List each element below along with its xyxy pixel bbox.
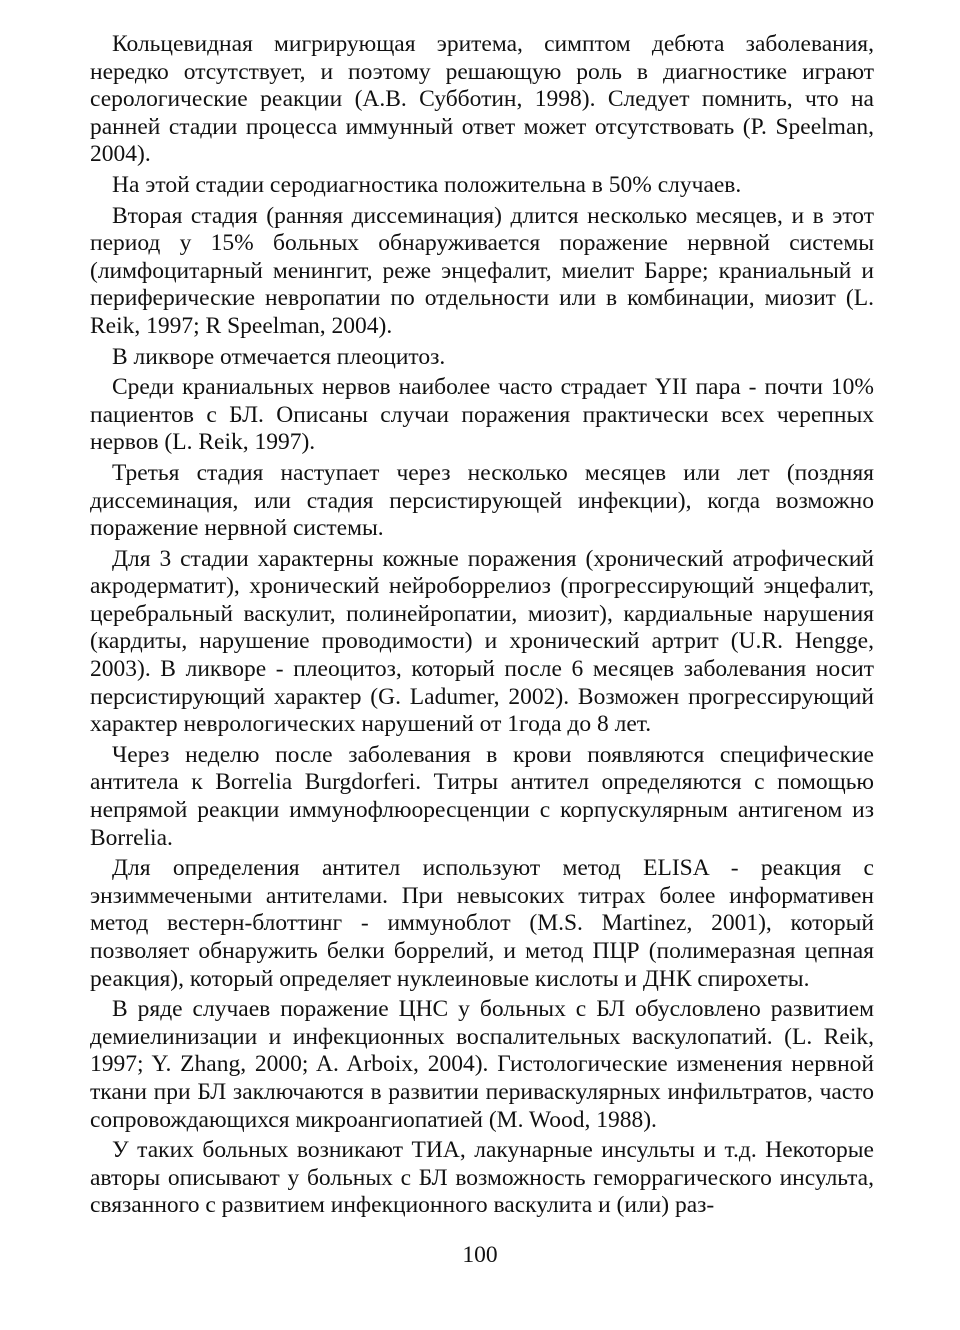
paragraph-elisa-methods: Для определения антител используют метод ELISA - реакция с энзиммечеными антителами. При невысоких титрах более информативен метод вестерн-блоттинг - иммуноблот (M.S. Martinez, 2001), который позволяет обнаружить белки боррелий, и метод ПЦР (полимеразная цепная реакция), который определяет нуклеиновые кислоты и ДНК спирохеты. (90, 855, 874, 992)
paragraph-erythema: Кольцевидная мигрирующая эритема, симптом дебюта заболевания, нередко отсутствует, и поэтому решающую роль в диагностике играют серологические реакции (А.В. Субботин, 1998). Следует помнить, что на ранней стадии процесса иммунный ответ может отсутствовать (P. Speelman, 2004). (90, 31, 874, 168)
paragraph-second-stage: Вторая стадия (ранняя диссеминация) длится несколько месяцев, и в этот период у 15% больных обнаруживается поражение нервной системы (лимфоцитарный менингит, реже энцефалит, миелит Барре; краниальный и периферические невропатии по отдельности или в комбинации, миозит (L. Reik, 1997; R Speelman, 2004). (90, 202, 874, 339)
paragraph-cranial-nerves: Среди краниальных нервов наиболее часто страдает YII пара - почти 10% пациентов с БЛ. Описаны случаи поражения практически всех черепных нервов (L. Reik, 1997). (90, 374, 874, 456)
page-number: 100 (462, 1242, 498, 1268)
paragraph-third-stage: Третья стадия наступает через несколько месяцев или лет (поздняя диссеминация, или стадия персистирующей инфекции), когда возможно поражение нервной системы. (90, 459, 874, 542)
paragraph-tia-stroke: У таких больных возникают ТИА, лакунарные инсульты и т.д. Некоторые авторы описывают у больных с БЛ возможность геморрагического инсульта, связанного с развитием инфекционного васкулита и (или) раз- (90, 1137, 874, 1219)
paragraph-cns-lesions: В ряде случаев поражение ЦНС у больных с БЛ обусловлено развитием демиелинизации и инфекционных воспалительных васкулопатий. (L. Reik, 1997; Y. Zhang, 2000; A. Arboix, 2004). Гистологические изменения нервной ткани при БЛ заключаются в развитии периваскулярных инфильтратов, часто сопровождающихся микроангиопатией (M. Wood, 1988). (90, 996, 874, 1133)
paragraph-stage-three-lesions: Для 3 стадии характерны кожные поражения (хронический атрофический акродерматит), хронический нейроборрелиоз (прогрессирующий энцефалит, церебральный васкулит, полинейропатии, миозит), кардиальные нарушения (кардиты, нарушение проводимости) и хронический артрит (U.R. Hengge, 2003). В ликворе - плеоцитоз, который после 6 месяцев заболевания носит персистирующий характер (G. Ladumer, 2002). Возможен прогрессирующий характер неврологических нарушений от 1года до 8 лет. (90, 545, 874, 738)
page-body (90, 31, 874, 1223)
paragraph-liquor-pleocytosis: В ликворе отмечается плеоцитоз. (112, 343, 446, 370)
paragraph-serodiagnosis: На этой стадии серодиагностика положительна в 50% случаев. (112, 171, 742, 198)
paragraph-antibodies: Через неделю после заболевания в крови появляются специфические антитела к Borrelia Burgdorferi. Титры антител определяются с помощью непрямой реакции иммунофлюоресценции с корпускулярным антигеном из Borrelia. (90, 741, 874, 851)
